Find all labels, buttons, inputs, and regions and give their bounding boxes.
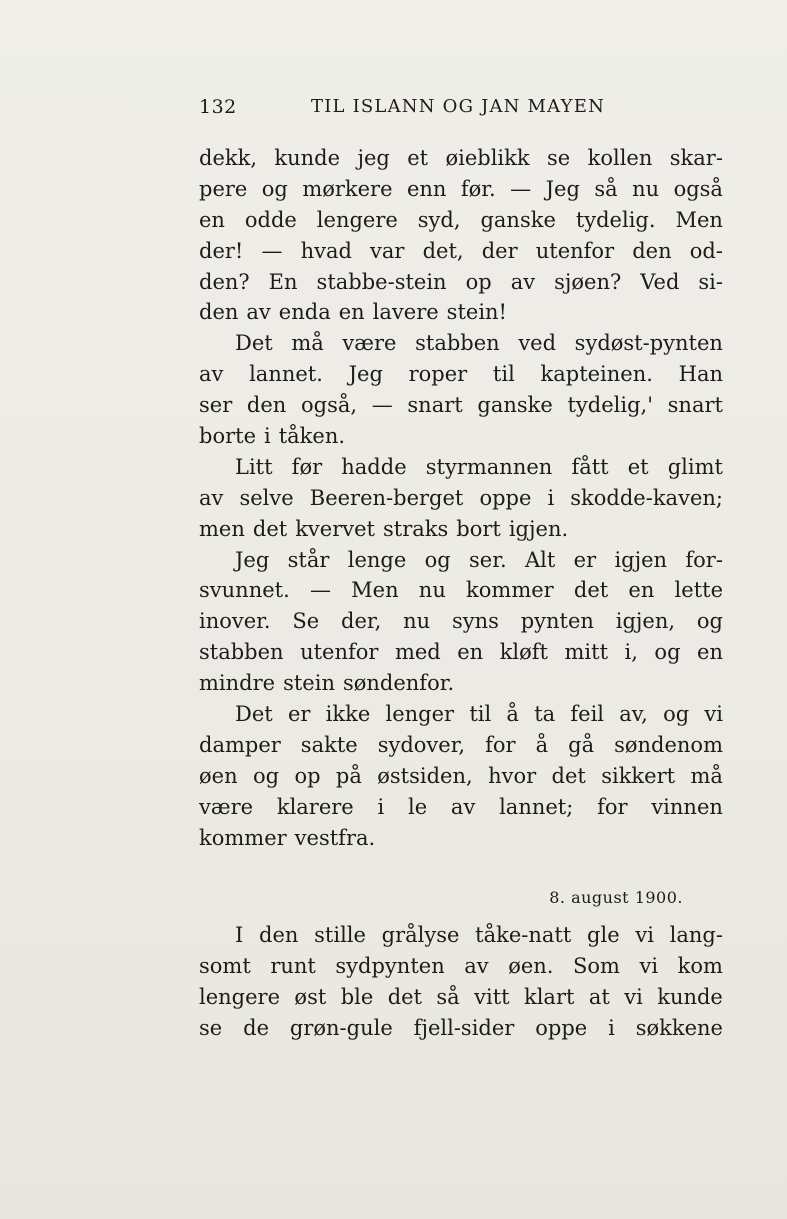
text-line: være klarere i le av lannet; for vinnen xyxy=(199,794,723,819)
text-line: av selve Beeren-berget oppe i skodde-kaven; xyxy=(199,485,723,510)
text-line: av lannet. Jeg roper til kapteinen. Han xyxy=(199,362,723,387)
text-line: pere og mørkere enn før. — Jeg så nu også xyxy=(199,176,723,201)
text-line: inover. Se der, nu syns pynten igjen, og xyxy=(199,609,723,634)
text-line: svunnet. — Men nu kommer det en lette xyxy=(199,578,723,603)
text-line: lengere øst ble det så vitt klart at vi kunde xyxy=(199,984,723,1009)
date-heading: 8. august 1900. xyxy=(549,888,683,907)
text-line: se de grøn-gule fjell-sider oppe i søkkene xyxy=(199,1015,723,1040)
text-line: Jeg står lenge og ser. Alt er igjen for- xyxy=(235,547,723,572)
text-line: ser den også, — snart ganske tydelig,' snart xyxy=(199,393,723,418)
text-line: somt runt sydpynten av øen. Som vi kom xyxy=(199,953,723,978)
text-line: mindre stein søndenfor. xyxy=(199,671,455,696)
running-title: TIL ISLANN OG JAN MAYEN xyxy=(311,96,606,117)
page-number: 132 xyxy=(199,96,237,118)
page-header xyxy=(199,96,729,126)
text-line: Det må være stabben ved sydøst-pynten xyxy=(235,331,723,356)
text-line: Litt før hadde styrmannen fått et glimt xyxy=(235,454,723,479)
closing-text xyxy=(199,920,723,1044)
text-line: borte i tåken. xyxy=(199,424,346,449)
text-line: damper sakte sydover, for å gå søndenom xyxy=(199,732,723,757)
text-line: Det er ikke lenger til å ta feil av, og vi xyxy=(235,702,723,727)
text-line: stabben utenfor med en kløft mitt i, og en xyxy=(199,640,723,665)
body-text xyxy=(199,143,723,853)
text-line: den av enda en lavere stein! xyxy=(199,300,507,325)
text-line: men det kvervet straks bort igjen. xyxy=(199,516,569,541)
text-line: øen og op på østsiden, hvor det sikkert må xyxy=(199,763,723,788)
text-line: dekk, kunde jeg et øieblikk se kollen skar- xyxy=(199,146,723,170)
text-line: den? En stabbe-stein op av sjøen? Ved si- xyxy=(199,269,723,294)
text-line: en odde lengere syd, ganske tydelig. Men xyxy=(199,207,723,232)
text-line: der! — hvad var det, der utenfor den od- xyxy=(199,238,723,263)
text-line: I den stille grålyse tåke-natt gle vi lang- xyxy=(235,923,723,947)
text-line: kommer vestfra. xyxy=(199,825,376,850)
